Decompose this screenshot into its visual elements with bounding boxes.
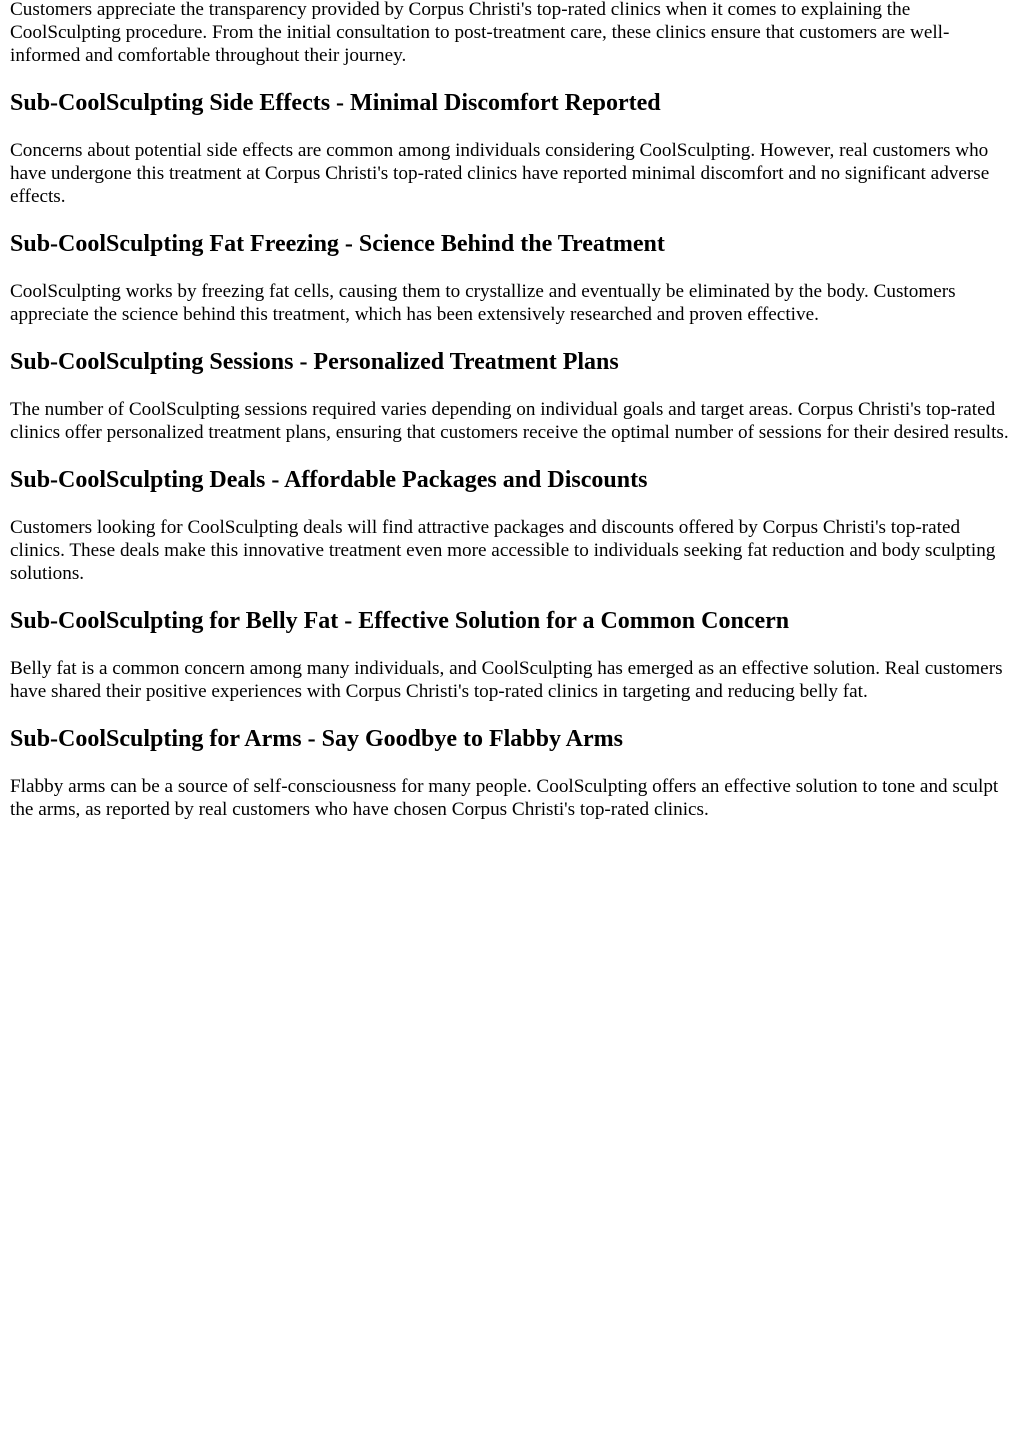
section-fat-freezing <box>10 230 1014 326</box>
intro-paragraph: Customers appreciate the transparency provided by Corpus Christi's top-rated clinics when it comes to explaining the CoolSculpting procedure. From the initial consultation to post-treatment care, these clinics ensure that customers are well-informed and comfortable throughout their journey. <box>10 0 950 66</box>
section-heading: Sub-CoolSculpting for Belly Fat - Effective Solution for a Common Concern <box>10 608 790 634</box>
section-paragraph: Flabby arms can be a source of self-consciousness for many people. CoolSculpting offers an effective solution to tone and sculpt the arms, as reported by real customers who have chosen Corpus Christi's top-rated clinics. <box>10 776 999 820</box>
section-sessions <box>10 348 1014 444</box>
section-heading: Sub-CoolSculpting Fat Freezing - Science Behind the Treatment <box>10 231 665 257</box>
section-heading: Sub-CoolSculpting for Arms - Say Goodbye to Flabby Arms <box>10 726 623 752</box>
section-paragraph: CoolSculpting works by freezing fat cells, causing them to crystallize and eventually be eliminated by the body. Customers appreciate the science behind this treatment, which has been extensively researched and proven effective. <box>10 281 956 325</box>
section-paragraph: Concerns about potential side effects are common among individuals considering CoolSculpting. However, real customers who have undergone this treatment at Corpus Christi's top-rated clinics have reported minimal discomfort and no significant adverse effects. <box>10 140 990 207</box>
section-paragraph: Belly fat is a common concern among many individuals, and CoolSculpting has emerged as an effective solution. Real customers have shared their positive experiences with Corpus Christi's top-rated clinics in targeting and reducing belly fat. <box>10 658 1003 702</box>
section-arms <box>10 725 1014 821</box>
section-paragraph: The number of CoolSculpting sessions required varies depending on individual goals and target areas. Corpus Christi's top-rated clinics offer personalized treatment plans, ensuring that customers receive the optimal number of sessions for their desired results. <box>10 399 1009 443</box>
section-deals <box>10 466 1014 585</box>
section-side-effects <box>10 89 1014 208</box>
section-heading: Sub-CoolSculpting Sessions - Personalized Treatment Plans <box>10 349 619 375</box>
section-paragraph: Customers looking for CoolSculpting deals will find attractive packages and discounts offered by Corpus Christi's top-rated clinics. These deals make this innovative treatment even more accessible to individuals seeking fat reduction and body sculpting solutions. <box>10 517 996 584</box>
section-belly-fat <box>10 607 1014 703</box>
section-heading: Sub-CoolSculpting Deals - Affordable Packages and Discounts <box>10 467 648 493</box>
section-heading: Sub-CoolSculpting Side Effects - Minimal Discomfort Reported <box>10 90 661 116</box>
